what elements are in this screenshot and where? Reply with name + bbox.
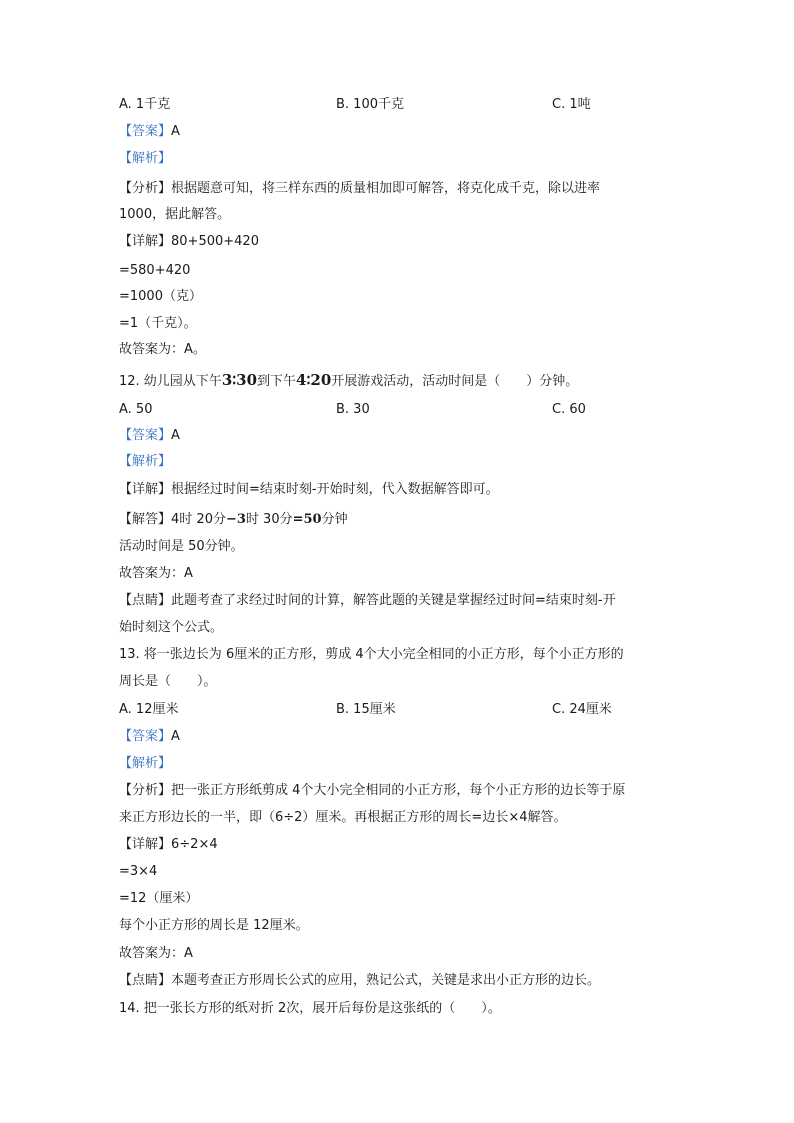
q12-dianjing-line2: 始时刻这个公式。 — [119, 620, 224, 635]
answer-tag: 【答案】 — [119, 124, 172, 139]
q13-detail-line3: =12（厘米） — [119, 891, 199, 906]
dianjing-tag: 【点睛】 — [119, 973, 172, 988]
time-start: 3∶30 — [221, 371, 258, 389]
q13-analysis-tag: 【解析】 — [119, 756, 172, 771]
detail-tag: 【详解】 — [119, 234, 172, 249]
q14-stem: 14. 把一张长方形的纸对折 2次，展开后每份是这张纸的（ ）。 — [119, 1001, 501, 1016]
q12-stem — [119, 371, 578, 391]
q13-dianjing — [119, 972, 600, 990]
q13-stem-line1: 13. 将一张边长为 6厘米的正方形，剪成 4个大小完全相同的小正方形，每个小正方形的 — [119, 647, 624, 662]
dianjing-tag: 【点睛】 — [119, 593, 172, 608]
solve-operand: −3 — [225, 512, 246, 527]
detail-tag: 【详解】 — [119, 837, 172, 852]
q11-answer — [119, 123, 180, 141]
dianjing-text: 此题考查了求经过时间的计算，解答此题的关键是掌握经过时间=结束时刻-开 — [171, 593, 616, 608]
solve-text: 4时 20分 — [171, 512, 226, 527]
answer-value: A — [171, 428, 180, 443]
q11-conclusion: 故答案为：A。 — [119, 342, 206, 357]
q13-detail-line1 — [119, 836, 218, 854]
q12-detail — [119, 481, 499, 499]
q12-analysis-tag: 【解析】 — [119, 454, 172, 469]
solve-text: 分钟 — [321, 512, 348, 527]
q11-fenxi-line2: 1000，据此解答。 — [119, 207, 231, 222]
q13-option-c: C. 24厘米 — [552, 702, 612, 717]
q13-stem-line2: 周长是（ ）。 — [119, 674, 217, 689]
q11-fenxi-line1 — [119, 180, 600, 198]
answer-tag: 【答案】 — [119, 729, 172, 744]
fenxi-tag: 【分析】 — [119, 181, 172, 196]
q11-detail-line1 — [119, 233, 259, 251]
solve-tag: 【解答】 — [119, 512, 172, 527]
q11-detail-line3: =1000（克） — [119, 289, 202, 304]
q11-analysis-tag: 【解析】 — [119, 151, 172, 166]
time-end: 4∶20 — [296, 371, 332, 389]
q13-fenxi-line1 — [119, 782, 625, 800]
fenxi-tag: 【分析】 — [119, 783, 172, 798]
q12-result: 活动时间是 50分钟。 — [119, 539, 244, 554]
detail-text: 80+500+420 — [171, 234, 259, 249]
q12-option-c: C. 60 — [552, 402, 586, 417]
q13-result: 每个小正方形的周长是 12厘米。 — [119, 918, 309, 933]
detail-text: 6÷2×4 — [171, 837, 218, 852]
stem-text: 开展游戏活动，活动时间是（ ）分钟。 — [331, 374, 579, 389]
q11-detail-line2: =580+420 — [119, 263, 191, 278]
q13-answer — [119, 728, 180, 746]
q11-detail-line4: =1（千克）。 — [119, 316, 197, 331]
q12-option-a: A. 50 — [119, 402, 153, 417]
q11-option-a: A. 1千克 — [119, 97, 171, 112]
solve-text: 时 30分 — [245, 512, 293, 527]
q12-option-b: B. 30 — [336, 402, 370, 417]
stem-text: 到下午 — [257, 374, 297, 389]
q13-fenxi-line2: 来正方形边长的一半，即（6÷2）厘米。再根据正方形的周长=边长×4解答。 — [119, 810, 567, 825]
q12-answer — [119, 427, 180, 445]
q12-dianjing-line1 — [119, 592, 616, 610]
answer-value: A — [171, 729, 180, 744]
q13-option-b: B. 15厘米 — [336, 702, 396, 717]
q13-option-a: A. 12厘米 — [119, 702, 179, 717]
q12-conclusion: 故答案为：A — [119, 566, 193, 581]
q12-solve — [119, 511, 348, 529]
q11-option-b: B. 100千克 — [336, 97, 404, 112]
q13-conclusion: 故答案为：A — [119, 946, 193, 961]
answer-tag: 【答案】 — [119, 428, 172, 443]
q11-option-c: C. 1吨 — [552, 97, 591, 112]
fenxi-text: 根据题意可知，将三样东西的质量相加即可解答，将克化成千克，除以进率 — [171, 181, 601, 196]
detail-tag: 【详解】 — [119, 482, 172, 497]
dianjing-text: 本题考查正方形周长公式的应用，熟记公式，关键是求出小正方形的边长。 — [171, 973, 601, 988]
stem-text: 12. 幼儿园从下午 — [119, 374, 222, 389]
solve-result: =50 — [292, 512, 322, 527]
answer-value: A — [171, 124, 180, 139]
q13-detail-line2: =3×4 — [119, 864, 158, 879]
detail-text: 根据经过时间=结束时刻-开始时刻，代入数据解答即可。 — [171, 482, 499, 497]
fenxi-text: 把一张正方形纸剪成 4个大小完全相同的小正方形，每个小正方形的边长等于原 — [171, 783, 626, 798]
